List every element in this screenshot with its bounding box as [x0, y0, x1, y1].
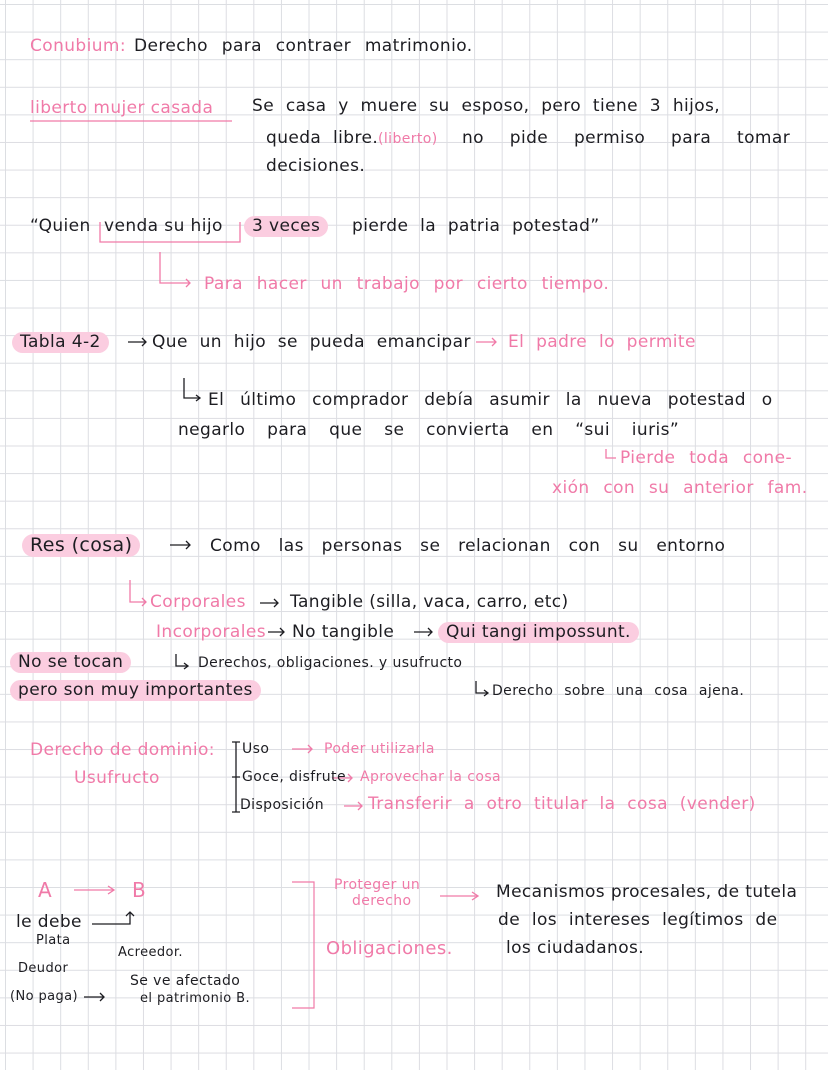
res-quote-latin: Qui tangi impossunt. — [438, 622, 639, 643]
obligaciones-mecanismos-3: los ciudadanos. — [506, 938, 645, 958]
obligaciones-b: B — [132, 878, 147, 902]
connubium-definition: Derecho para contraer matrimonio. — [134, 36, 473, 56]
res-incorporales: Incorporales — [156, 622, 266, 642]
liberto-term: liberto mujer casada — [30, 98, 214, 118]
tabla-pink-line2: xión con su anterior fam. — [552, 478, 808, 498]
quote-c: 3 veces — [244, 216, 328, 237]
tabla-text: Que un hijo se pueda emancipar — [152, 332, 471, 352]
dominio-subtitle: Usufructo — [74, 768, 160, 788]
obligaciones-afectado-1: Se ve afectado — [130, 973, 241, 989]
res-no-tocan: No se tocan — [10, 652, 131, 673]
dominio-title: Derecho de dominio: — [30, 740, 215, 760]
quote-b: venda su hijo — [104, 216, 223, 236]
obligaciones-proteger-2: derecho — [352, 893, 412, 909]
dominio-item-disposicion-label: Disposición — [240, 797, 325, 813]
res-title: Res (cosa) — [22, 534, 140, 557]
liberto-line3: decisiones. — [266, 156, 366, 176]
dominio-item-goce-meaning: Aprovechar la cosa — [360, 769, 501, 785]
dominio-item-uso-meaning: Poder utilizarla — [324, 741, 435, 757]
dominio-item-goce-label: Goce, disfrute — [242, 769, 346, 785]
obligaciones-a: A — [38, 878, 53, 902]
res-text: Como las personas se relacionan con su entorno — [210, 536, 726, 556]
dominio-item-disposicion-meaning: Transferir a otro titular la cosa (vender) — [368, 794, 756, 814]
obligaciones-label: Obligaciones. — [326, 938, 453, 959]
tabla-label: Tabla 4-2 — [12, 332, 109, 353]
quote-d: pierde la patria potestad” — [352, 216, 600, 236]
obligaciones-proteger-1: Proteger un — [334, 877, 421, 893]
obligaciones-plata: Plata — [36, 933, 71, 948]
liberto-line1: Se casa y muere su esposo, pero tiene 3 hijos, — [252, 96, 721, 116]
quote-arrow-text: Para hacer un trabajo por cierto tiempo. — [204, 274, 610, 294]
connubium-term: Conubium: — [30, 36, 126, 56]
res-usufructo-def: Derecho sobre una cosa ajena. — [492, 683, 745, 699]
liberto-line2-a: queda libre. — [266, 128, 379, 148]
obligaciones-mecanismos-1: Mecanismos procesales, de tutela — [496, 882, 798, 902]
res-importantes: pero son muy importantes — [10, 680, 261, 701]
res-corporales: Corporales — [150, 592, 246, 612]
obligaciones-mecanismos-2: de los intereses legítimos de — [498, 910, 778, 930]
quote-a: “Quien — [30, 216, 91, 236]
res-incorporales-text: No tangible — [292, 622, 395, 642]
tabla-sub-line1: El último comprador debía asumir la nueva potestad o — [208, 390, 773, 410]
obligaciones-acreedor: Acreedor. — [118, 945, 183, 960]
tabla-sub-line2: negarlo para que se convierta en “sui iuris” — [178, 420, 680, 440]
obligaciones-le-debe: le debe — [16, 912, 82, 932]
tabla-result: El padre lo permite — [508, 332, 696, 352]
dominio-item-uso-label: Uso — [242, 741, 270, 757]
tabla-pink-line1: Pierde toda cone- — [620, 448, 792, 468]
obligaciones-deudor: Deudor — [18, 961, 69, 976]
res-corporales-text: Tangible (silla, vaca, carro, etc) — [290, 592, 569, 612]
res-derechos: Derechos, obligaciones. y usufructo — [198, 655, 463, 671]
obligaciones-no-paga: (No paga) — [10, 989, 78, 1004]
obligaciones-afectado-2: el patrimonio B. — [140, 991, 251, 1006]
liberto-line2-c: no pide permiso para tomar — [462, 128, 791, 148]
liberto-line2-b: (liberto) — [378, 131, 438, 147]
